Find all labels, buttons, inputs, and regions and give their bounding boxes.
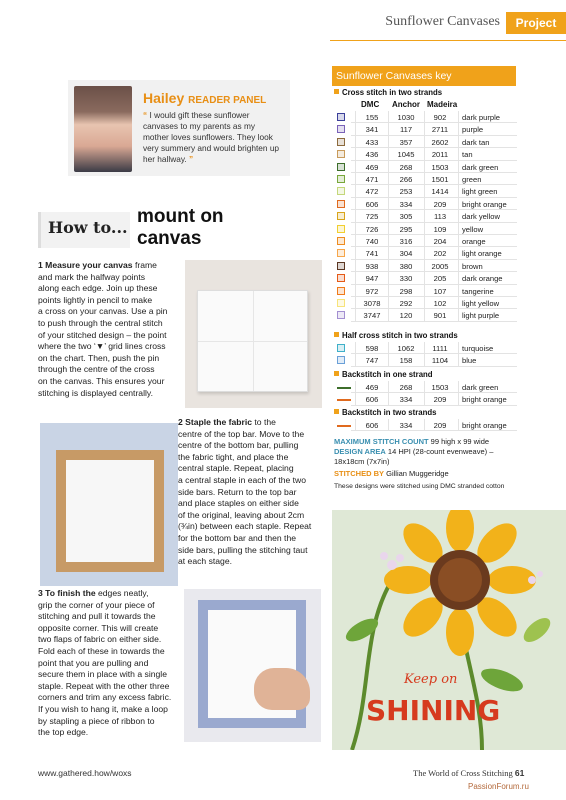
dmc-code: 747 <box>365 356 379 366</box>
key-section-cross: Cross stitch in two strands <box>334 88 442 97</box>
dmc-code: 3747 <box>363 311 381 321</box>
dmc-code: 3078 <box>363 299 381 308</box>
key-row <box>337 210 517 222</box>
key-row <box>337 419 517 431</box>
madeira-code: 1111 <box>432 344 448 353</box>
reader-name: Hailey READER PANEL <box>143 90 267 106</box>
reader-quote: “ I would gift these sunflower canvases to my parents as my mother loves sunflowers. They look very summery and would brighten up her hallway. ” <box>143 110 280 164</box>
dmc-code: 606 <box>365 199 379 209</box>
design-area: DESIGN AREA 14 HPI (28-count evenweave) – <box>334 447 494 456</box>
key-row <box>337 272 517 284</box>
symbol-swatch <box>337 138 345 146</box>
madeira-code: 2011 <box>431 150 449 160</box>
anchor-code: 316 <box>399 237 413 246</box>
colour-name: light green <box>462 187 498 197</box>
madeira-code: 1104 <box>431 356 449 366</box>
dmc-code: 155 <box>365 113 379 122</box>
symbol-swatch <box>337 150 345 158</box>
colour-name: bright orange <box>462 199 507 209</box>
symbol-swatch <box>337 125 345 133</box>
colour-name: dark purple <box>462 113 500 122</box>
madeira-code: 2711 <box>431 125 449 135</box>
symbol-swatch <box>337 249 345 257</box>
colour-name: green <box>462 175 482 184</box>
dmc-code: 472 <box>365 187 379 197</box>
sunflower-illustration <box>332 510 566 750</box>
dmc-code: 725 <box>365 212 379 222</box>
anchor-code: 305 <box>399 212 413 222</box>
madeira-code: 209 <box>433 395 447 405</box>
madeira-code: 2005 <box>431 261 449 271</box>
colour-name: purple <box>462 125 484 135</box>
key-row <box>337 342 517 354</box>
madeira-code: 1414 <box>431 187 449 197</box>
footer-url: www.gathered.how/woxs <box>38 768 132 778</box>
colour-name: bright orange <box>462 395 507 405</box>
symbol-swatch <box>337 344 345 352</box>
madeira-code: 205 <box>433 274 447 284</box>
colour-name: light orange <box>462 249 502 259</box>
key-row <box>337 297 517 309</box>
key-row <box>337 247 517 259</box>
anchor-code: 253 <box>399 187 413 197</box>
anchor-code: 120 <box>399 311 413 321</box>
open-quote-icon: “ <box>143 110 148 120</box>
backstitch-swatch <box>337 399 351 401</box>
hand <box>254 668 310 710</box>
thread-note: These designs were stitched using DMC stranded cotton <box>334 483 505 490</box>
anchor-code: 380 <box>399 261 413 271</box>
anchor-code: 357 <box>399 137 413 147</box>
anchor-code: 1062 <box>397 344 415 353</box>
dmc-code: 471 <box>365 175 379 184</box>
anchor-code: 268 <box>399 162 413 172</box>
step-3: 3 To finish the edges neatly, grip the corner of your piece of stitching and pull it towards the opposite corner. This will create two flaps of fabric on either side. Fold each of these in towards the point that you are pulling and secure them in place with a single staple. Repeat with the other three corners and trim any excess fabric. If you wish to hang it, make a loop by stapling a piece of ribbon to the top edge. <box>38 588 172 738</box>
key-section-backstitch-one: Backstitch in one strand <box>334 370 433 379</box>
symbol-swatch <box>337 237 345 245</box>
anchor-code: 1030 <box>397 113 415 122</box>
colour-name: dark tan <box>462 137 490 147</box>
dmc-code: 341 <box>365 125 379 135</box>
backstitch-swatch <box>337 425 351 427</box>
footer-magazine: The World of Cross Stitching 61 <box>413 768 525 778</box>
col-anchor: Anchor <box>392 100 420 109</box>
marked-canvas <box>197 290 308 392</box>
stitched-by: STITCHED BY Gillian Muggeridge <box>334 469 449 478</box>
anchor-code: 295 <box>399 224 413 234</box>
key-row <box>337 161 517 173</box>
key-title: Sunflower Canvases key <box>332 66 516 86</box>
dmc-code: 598 <box>365 344 379 353</box>
dmc-code: 469 <box>365 162 379 172</box>
symbol-swatch <box>337 225 345 233</box>
anchor-code: 334 <box>399 421 413 430</box>
colour-name: dark green <box>462 383 499 392</box>
symbol-swatch <box>337 212 345 220</box>
dmc-code: 972 <box>365 286 379 296</box>
key-row <box>337 285 517 297</box>
symbol-swatch <box>337 163 345 171</box>
madeira-code: 102 <box>433 299 447 308</box>
key-row <box>337 309 517 321</box>
madeira-code: 209 <box>433 421 447 430</box>
dmc-code: 606 <box>365 421 379 430</box>
anchor-code: 158 <box>399 356 413 366</box>
step-1: 1 Measure your canvas frame and mark the halfway points along each edge. Join up these points lightly in pencil to make a cross on your canvas. Use a pin to push through the central stitch of your stitched design – the point where the two ‘▼’ grid lines cross on the chart. Then, push the pin through the centre of the cross on the canvas. This ensures your stitching is displayed centrally. <box>38 260 168 398</box>
dmc-code: 433 <box>365 137 379 147</box>
symbol-swatch <box>337 187 345 195</box>
dmc-code: 606 <box>365 395 379 405</box>
madeira-code: 202 <box>433 249 447 259</box>
symbol-swatch <box>337 113 345 121</box>
symbol-swatch <box>337 262 345 270</box>
colour-name: yellow <box>462 224 484 234</box>
anchor-code: 117 <box>399 125 413 135</box>
symbol-swatch <box>337 299 345 307</box>
madeira-code: 109 <box>433 224 447 234</box>
colour-name: blue <box>462 356 477 366</box>
key-row <box>337 148 517 160</box>
reader-photo <box>74 86 132 172</box>
symbol-swatch <box>337 274 345 282</box>
anchor-code: 266 <box>399 175 413 184</box>
stitched-phrase-1: Keep on <box>404 672 458 687</box>
dmc-code: 947 <box>365 274 379 284</box>
key-row <box>337 185 517 197</box>
how-to-title: mount on canvas <box>137 206 224 249</box>
symbol-swatch <box>337 200 345 208</box>
anchor-code: 268 <box>399 383 413 392</box>
colour-name: orange <box>462 237 486 246</box>
madeira-code: 1501 <box>431 175 449 184</box>
colour-name: turquoise <box>462 344 494 353</box>
dmc-code: 740 <box>365 237 379 246</box>
header-rule <box>330 40 566 41</box>
anchor-code: 330 <box>399 274 413 284</box>
madeira-code: 902 <box>433 113 447 122</box>
colour-name: dark green <box>462 162 499 172</box>
anchor-code: 334 <box>399 395 413 405</box>
key-row <box>337 235 517 247</box>
dmc-code: 436 <box>365 150 379 160</box>
wooden-frame <box>56 450 164 572</box>
stitch-count: MAXIMUM STITCH COUNT 99 high x 99 wide <box>334 437 490 446</box>
key-row <box>337 123 517 135</box>
colour-name: light yellow <box>462 299 500 308</box>
key-row <box>337 381 517 393</box>
madeira-code: 113 <box>433 212 447 222</box>
colour-name: light purple <box>462 311 500 321</box>
madeira-code: 901 <box>433 311 447 321</box>
key-row <box>337 111 517 123</box>
madeira-code: 2602 <box>431 137 449 147</box>
dmc-code: 938 <box>365 261 379 271</box>
key-row <box>337 198 517 210</box>
key-row <box>337 260 517 272</box>
stitched-phrase-2: SHINING <box>366 694 501 727</box>
key-row <box>337 223 517 235</box>
key-row <box>337 173 517 185</box>
section-tab: Project <box>506 12 566 34</box>
colour-name: bright orange <box>462 421 507 430</box>
key-section-half: Half cross stitch in two strands <box>334 331 458 340</box>
how-to-label: How to... <box>48 218 128 237</box>
backstitch-swatch <box>337 387 351 389</box>
step-2: 2 Staple the fabric to the centre of the top bar. Move to the centre of the bottom bar, pulling the fabric tight, and place the central staple. Repeat, placing a central staple in each of the two side bars. Return to the top bar and place staples on either side of the original, leaving about 2cm (¾in) between each staple. Repeat for the bottom bar and then the side bars, pulling the stitching taut at each stage. <box>178 417 312 567</box>
dmc-code: 726 <box>365 224 379 234</box>
anchor-code: 1045 <box>397 150 415 160</box>
key-row <box>337 136 517 148</box>
colour-name: dark yellow <box>462 212 500 222</box>
symbol-swatch <box>337 311 345 319</box>
colour-name: tan <box>462 150 473 160</box>
symbol-swatch <box>337 175 345 183</box>
anchor-code: 304 <box>399 249 413 259</box>
dmc-code: 469 <box>365 383 379 392</box>
key-section-backstitch-two: Backstitch in two strands <box>334 408 436 417</box>
madeira-code: 1503 <box>431 383 449 392</box>
symbol-swatch <box>337 287 345 295</box>
anchor-code: 298 <box>399 286 413 296</box>
key-row <box>337 393 517 405</box>
madeira-code: 107 <box>433 286 447 296</box>
madeira-code: 209 <box>433 199 447 209</box>
anchor-code: 334 <box>399 199 413 209</box>
symbol-swatch <box>337 356 345 364</box>
sunflower-stitching-photo <box>332 510 566 750</box>
watermark: PassionForum.ru <box>468 782 529 791</box>
close-quote-icon: ” <box>188 154 194 164</box>
madeira-code: 1503 <box>431 162 449 172</box>
madeira-code: 204 <box>433 237 447 246</box>
colour-name: tangerine <box>462 286 494 296</box>
col-dmc: DMC <box>361 100 380 109</box>
design-area-size: 18x18cm (7x7in) <box>334 457 390 466</box>
colour-name: dark orange <box>462 274 503 284</box>
anchor-code: 292 <box>399 299 413 308</box>
key-row <box>337 354 517 366</box>
running-header-title: Sunflower Canvases <box>385 14 500 29</box>
col-madeira: Madeira <box>427 100 458 109</box>
colour-name: brown <box>462 261 483 271</box>
dmc-code: 741 <box>365 249 379 259</box>
